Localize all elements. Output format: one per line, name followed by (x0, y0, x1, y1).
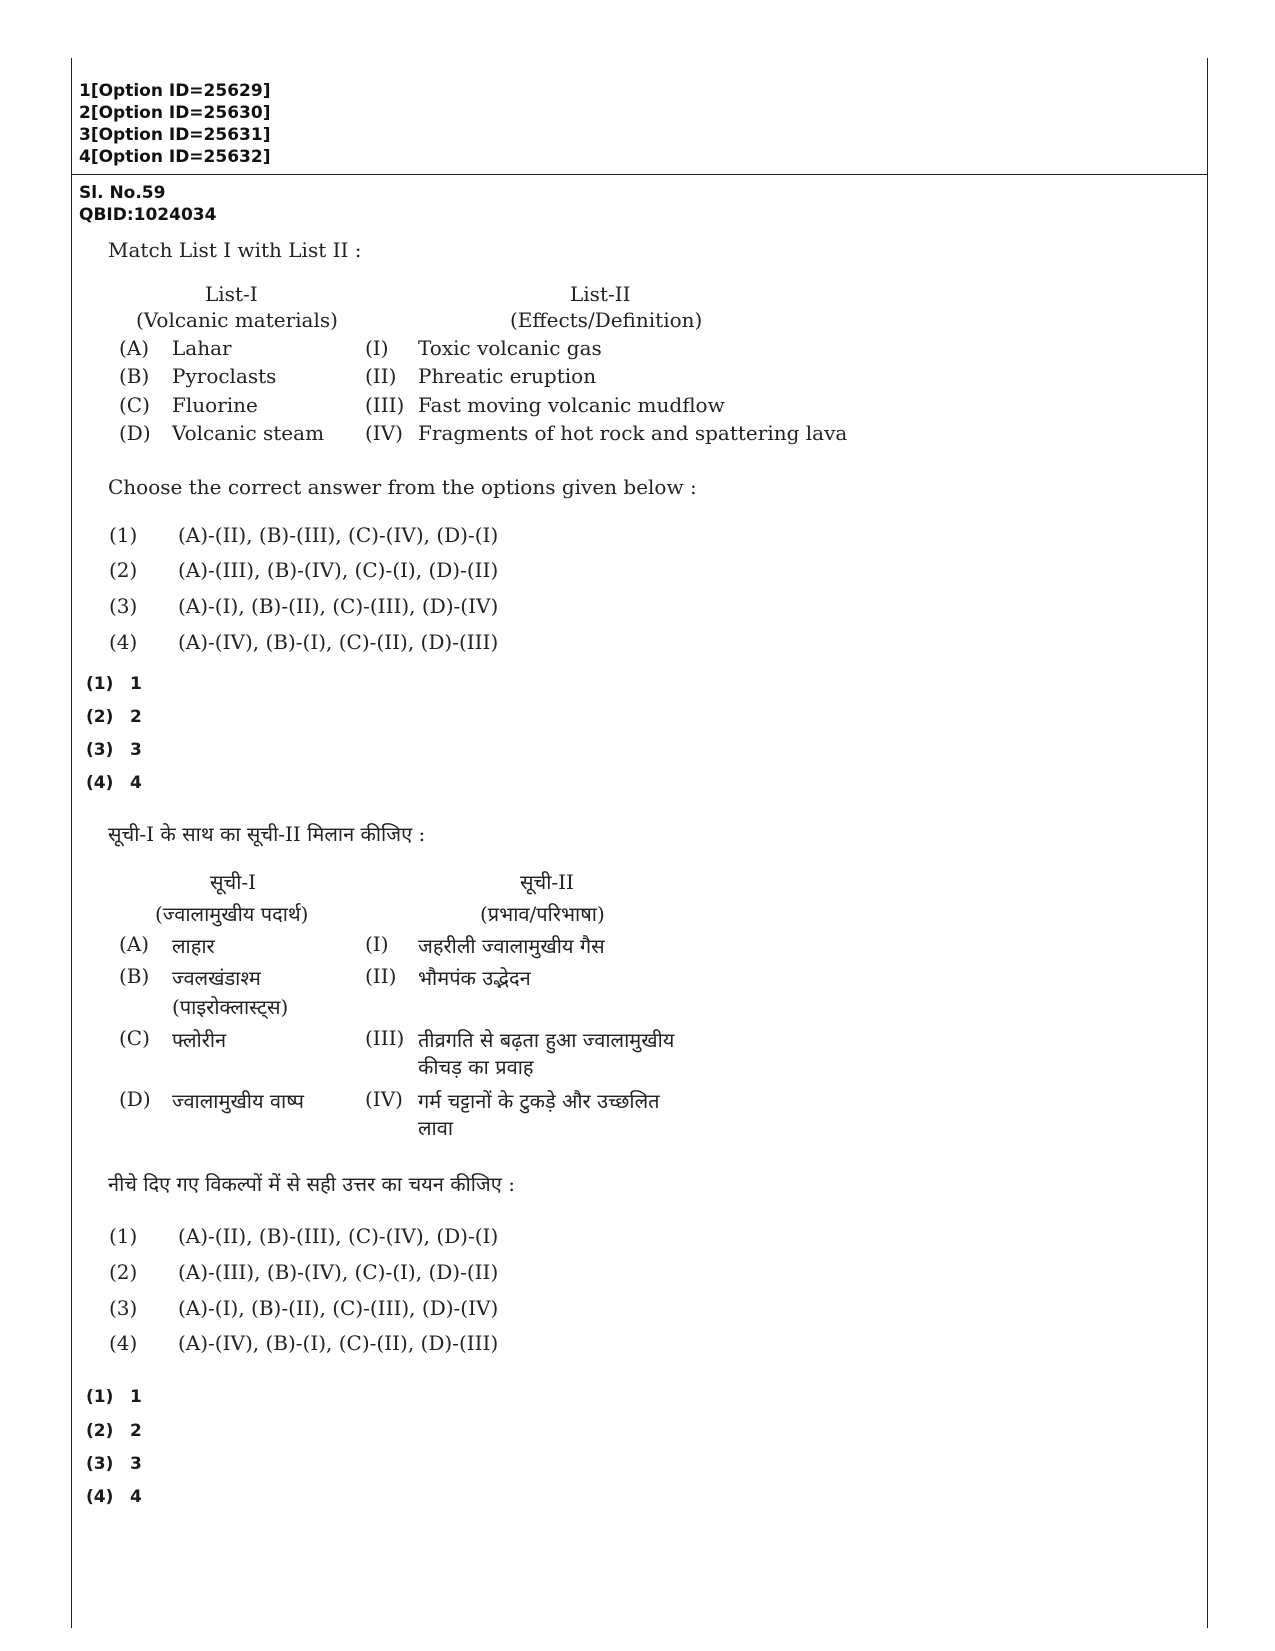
row-letter: (D) (119, 1087, 151, 1111)
list1-title-en: List-I (205, 282, 258, 306)
row-definition: जहरीली ज्वालामुखीय गैस (418, 934, 605, 958)
row-letter: (C) (119, 393, 150, 417)
row-numeral: (IV) (365, 421, 403, 445)
row-numeral: (II) (365, 364, 397, 388)
row-term: Lahar (172, 336, 232, 360)
answer-option[interactable]: (1) 1 (86, 1387, 142, 1407)
prev-option-ids (79, 80, 270, 168)
row-term: ज्वलखंडाश्म (172, 966, 261, 990)
row-definition: Phreatic eruption (418, 364, 597, 388)
answer-option[interactable]: (4) 4 (86, 1487, 142, 1507)
qbid: QBID:1024034 (79, 205, 217, 225)
row-definition-cont: लावा (418, 1116, 454, 1140)
row-term: Fluorine (172, 393, 258, 417)
answer-option[interactable]: (4) 4 (86, 773, 142, 793)
row-definition: Fast moving volcanic mudflow (418, 393, 725, 417)
option-text: (A)-(II), (B)-(III), (C)-(IV), (D)-(I) (178, 523, 499, 547)
option-text: (A)-(III), (B)-(IV), (C)-(I), (D)-(II) (178, 558, 499, 582)
row-letter: (A) (119, 932, 150, 956)
option-number: (1) (109, 1224, 138, 1248)
option-number: (1) (109, 523, 138, 547)
row-letter: (C) (119, 1026, 150, 1050)
list2-subtitle-hi: (प्रभाव/परिभाषा) (480, 902, 605, 926)
row-letter: (B) (119, 364, 150, 388)
question-header (79, 182, 216, 226)
answer-option[interactable]: (3) 3 (86, 740, 142, 760)
row-numeral: (IV) (365, 1087, 403, 1111)
option-number: (4) (109, 630, 138, 654)
serial-number: Sl. No.59 (79, 183, 166, 203)
option-id: 3[Option ID=25631] (79, 125, 271, 145)
list2-title-en: List-II (570, 282, 631, 306)
row-definition: गर्म चट्टानों के टुकड़े और उच्छलित (418, 1089, 660, 1113)
list1-subtitle-en: (Volcanic materials) (136, 308, 338, 332)
list2-title-hi: सूची-II (520, 870, 574, 894)
row-numeral: (I) (365, 336, 389, 360)
answer-option[interactable]: (2) 2 (86, 1421, 142, 1441)
list1-title-hi: सूची-I (210, 870, 257, 894)
option-text: (A)-(II), (B)-(III), (C)-(IV), (D)-(I) (178, 1224, 499, 1248)
row-definition: Fragments of hot rock and spattering lava (418, 421, 848, 445)
option-number: (3) (109, 594, 138, 618)
answer-option[interactable]: (2) 2 (86, 707, 142, 727)
row-definition-cont: कीचड़ का प्रवाह (418, 1055, 534, 1079)
option-number: (3) (109, 1296, 138, 1320)
row-term: लाहार (172, 934, 215, 958)
row-definition: तीव्रगति से बढ़ता हुआ ज्वालामुखीय (418, 1028, 675, 1052)
row-term: Volcanic steam (172, 421, 325, 445)
option-number: (2) (109, 558, 138, 582)
section-divider (71, 174, 1208, 175)
row-term-sub: (पाइरोक्लास्ट्स) (172, 995, 289, 1019)
row-term: फ्लोरीन (172, 1028, 227, 1052)
row-letter: (A) (119, 336, 150, 360)
row-letter: (D) (119, 421, 151, 445)
option-text: (A)-(IV), (B)-(I), (C)-(II), (D)-(III) (178, 1331, 499, 1355)
row-term: Pyroclasts (172, 364, 277, 388)
list2-subtitle-en: (Effects/Definition) (510, 308, 703, 332)
row-numeral: (III) (365, 393, 405, 417)
option-text: (A)-(I), (B)-(II), (C)-(III), (D)-(IV) (178, 594, 499, 618)
option-id: 1[Option ID=25629] (79, 81, 271, 101)
row-numeral: (II) (365, 964, 397, 988)
row-numeral: (III) (365, 1026, 405, 1050)
choose-prompt-en: Choose the correct answer from the options given below : (108, 475, 697, 499)
row-term: ज्वालामुखीय वाष्प (172, 1089, 305, 1113)
row-definition: भौमपंक उद्भेदन (418, 966, 531, 990)
option-id: 2[Option ID=25630] (79, 103, 271, 123)
row-letter: (B) (119, 964, 150, 988)
question-prompt-en: Match List I with List II : (108, 238, 362, 262)
frame-right-border (1207, 58, 1208, 1628)
answer-option[interactable]: (1) 1 (86, 674, 142, 694)
option-text: (A)-(IV), (B)-(I), (C)-(II), (D)-(III) (178, 630, 499, 654)
choose-prompt-hi: नीचे दिए गए विकल्पों में से सही उत्तर का चयन कीजिए : (108, 1172, 515, 1196)
list1-subtitle-hi: (ज्वालामुखीय पदार्थ) (155, 902, 309, 926)
option-number: (2) (109, 1260, 138, 1284)
option-text: (A)-(I), (B)-(II), (C)-(III), (D)-(IV) (178, 1296, 499, 1320)
option-number: (4) (109, 1331, 138, 1355)
answer-option[interactable]: (3) 3 (86, 1454, 142, 1474)
option-text: (A)-(III), (B)-(IV), (C)-(I), (D)-(II) (178, 1260, 499, 1284)
question-prompt-hi: सूची-I के साथ का सूची-II मिलान कीजिए : (108, 822, 426, 846)
row-definition: Toxic volcanic gas (418, 336, 602, 360)
option-id: 4[Option ID=25632] (79, 147, 271, 167)
row-numeral: (I) (365, 932, 389, 956)
frame-left-border (71, 58, 72, 1628)
